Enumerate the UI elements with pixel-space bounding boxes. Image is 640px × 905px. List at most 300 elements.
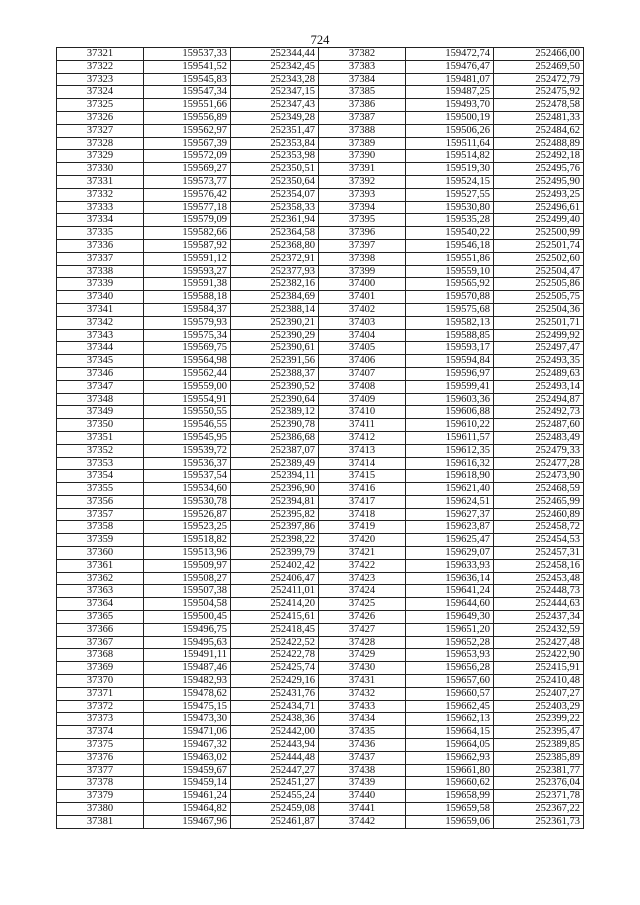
point-number-cell: 37387 <box>319 111 406 124</box>
y-coordinate-cell: 252431,76 <box>231 687 319 700</box>
point-number-cell: 37341 <box>57 303 144 316</box>
point-number-cell: 37360 <box>57 547 144 560</box>
point-number-cell: 37427 <box>319 623 406 636</box>
point-number-cell: 37353 <box>57 457 144 470</box>
y-coordinate-cell: 252504,36 <box>494 303 584 316</box>
point-number-cell: 37373 <box>57 713 144 726</box>
point-number-cell: 37349 <box>57 406 144 419</box>
y-coordinate-cell: 252415,61 <box>231 611 319 624</box>
x-coordinate-cell: 159459,67 <box>144 764 231 777</box>
table-row <box>57 188 584 201</box>
y-coordinate-cell: 252395,82 <box>231 508 319 521</box>
point-number-cell: 37367 <box>57 636 144 649</box>
table-row <box>57 559 584 572</box>
point-number-cell: 37389 <box>319 137 406 150</box>
y-coordinate-cell: 252434,71 <box>231 700 319 713</box>
coordinates-table-body <box>57 48 584 829</box>
point-number-cell: 37380 <box>57 803 144 816</box>
y-coordinate-cell: 252399,22 <box>494 713 584 726</box>
y-coordinate-cell: 252505,86 <box>494 278 584 291</box>
point-number-cell: 37323 <box>57 73 144 86</box>
y-coordinate-cell: 252407,27 <box>494 687 584 700</box>
point-number-cell: 37335 <box>57 227 144 240</box>
y-coordinate-cell: 252454,53 <box>494 534 584 547</box>
table-row <box>57 265 584 278</box>
x-coordinate-cell: 159664,15 <box>406 726 494 739</box>
y-coordinate-cell: 252422,52 <box>231 636 319 649</box>
point-number-cell: 37437 <box>319 751 406 764</box>
x-coordinate-cell: 159649,30 <box>406 611 494 624</box>
point-number-cell: 37412 <box>319 431 406 444</box>
y-coordinate-cell: 252473,90 <box>494 470 584 483</box>
y-coordinate-cell: 252361,94 <box>231 214 319 227</box>
y-coordinate-cell: 252475,92 <box>494 86 584 99</box>
x-coordinate-cell: 159659,06 <box>406 815 494 828</box>
y-coordinate-cell: 252429,16 <box>231 675 319 688</box>
y-coordinate-cell: 252364,58 <box>231 227 319 240</box>
point-number-cell: 37395 <box>319 214 406 227</box>
y-coordinate-cell: 252386,68 <box>231 431 319 444</box>
point-number-cell: 37425 <box>319 598 406 611</box>
point-number-cell: 37347 <box>57 380 144 393</box>
x-coordinate-cell: 159511,64 <box>406 137 494 150</box>
table-row <box>57 662 584 675</box>
y-coordinate-cell: 252382,16 <box>231 278 319 291</box>
point-number-cell: 37396 <box>319 227 406 240</box>
y-coordinate-cell: 252458,16 <box>494 559 584 572</box>
y-coordinate-cell: 252381,77 <box>494 764 584 777</box>
x-coordinate-cell: 159623,87 <box>406 521 494 534</box>
y-coordinate-cell: 252494,87 <box>494 393 584 406</box>
table-row <box>57 201 584 214</box>
point-number-cell: 37390 <box>319 150 406 163</box>
point-number-cell: 37429 <box>319 649 406 662</box>
y-coordinate-cell: 252343,28 <box>231 73 319 86</box>
x-coordinate-cell: 159569,27 <box>144 163 231 176</box>
table-row <box>57 124 584 137</box>
x-coordinate-cell: 159546,18 <box>406 239 494 252</box>
point-number-cell: 37411 <box>319 419 406 432</box>
x-coordinate-cell: 159551,86 <box>406 252 494 265</box>
point-number-cell: 37394 <box>319 201 406 214</box>
x-coordinate-cell: 159651,20 <box>406 623 494 636</box>
x-coordinate-cell: 159594,84 <box>406 355 494 368</box>
table-row <box>57 214 584 227</box>
point-number-cell: 37440 <box>319 790 406 803</box>
x-coordinate-cell: 159569,75 <box>144 342 231 355</box>
point-number-cell: 37362 <box>57 572 144 585</box>
point-number-cell: 37328 <box>57 137 144 150</box>
coordinates-table <box>56 47 584 829</box>
x-coordinate-cell: 159662,45 <box>406 700 494 713</box>
x-coordinate-cell: 159653,93 <box>406 649 494 662</box>
y-coordinate-cell: 252495,76 <box>494 163 584 176</box>
table-row <box>57 751 584 764</box>
point-number-cell: 37329 <box>57 150 144 163</box>
y-coordinate-cell: 252411,01 <box>231 585 319 598</box>
point-number-cell: 37415 <box>319 470 406 483</box>
x-coordinate-cell: 159606,88 <box>406 406 494 419</box>
x-coordinate-cell: 159526,87 <box>144 508 231 521</box>
x-coordinate-cell: 159576,42 <box>144 188 231 201</box>
point-number-cell: 37404 <box>319 329 406 342</box>
x-coordinate-cell: 159587,92 <box>144 239 231 252</box>
point-number-cell: 37381 <box>57 815 144 828</box>
x-coordinate-cell: 159567,39 <box>144 137 231 150</box>
y-coordinate-cell: 252389,49 <box>231 457 319 470</box>
y-coordinate-cell: 252344,44 <box>231 48 319 61</box>
point-number-cell: 37377 <box>57 764 144 777</box>
x-coordinate-cell: 159493,70 <box>406 99 494 112</box>
y-coordinate-cell: 252397,86 <box>231 521 319 534</box>
y-coordinate-cell: 252479,33 <box>494 444 584 457</box>
x-coordinate-cell: 159591,38 <box>144 278 231 291</box>
table-row <box>57 687 584 700</box>
y-coordinate-cell: 252444,48 <box>231 751 319 764</box>
y-coordinate-cell: 252350,64 <box>231 175 319 188</box>
x-coordinate-cell: 159562,44 <box>144 367 231 380</box>
table-row <box>57 675 584 688</box>
x-coordinate-cell: 159476,47 <box>406 60 494 73</box>
table-row <box>57 48 584 61</box>
table-row <box>57 739 584 752</box>
table-row <box>57 86 584 99</box>
x-coordinate-cell: 159508,27 <box>144 572 231 585</box>
point-number-cell: 37376 <box>57 751 144 764</box>
page-number: 724 <box>310 33 330 47</box>
x-coordinate-cell: 159656,28 <box>406 662 494 675</box>
y-coordinate-cell: 252394,11 <box>231 470 319 483</box>
point-number-cell: 37406 <box>319 355 406 368</box>
y-coordinate-cell: 252504,47 <box>494 265 584 278</box>
table-row <box>57 137 584 150</box>
point-number-cell: 37433 <box>319 700 406 713</box>
x-coordinate-cell: 159575,68 <box>406 303 494 316</box>
y-coordinate-cell: 252385,89 <box>494 751 584 764</box>
table-row <box>57 803 584 816</box>
x-coordinate-cell: 159661,80 <box>406 764 494 777</box>
table-row <box>57 547 584 560</box>
y-coordinate-cell: 252495,90 <box>494 175 584 188</box>
x-coordinate-cell: 159518,82 <box>144 534 231 547</box>
y-coordinate-cell: 252388,14 <box>231 303 319 316</box>
y-coordinate-cell: 252390,64 <box>231 393 319 406</box>
x-coordinate-cell: 159599,41 <box>406 380 494 393</box>
y-coordinate-cell: 252468,59 <box>494 483 584 496</box>
point-number-cell: 37419 <box>319 521 406 534</box>
y-coordinate-cell: 252489,63 <box>494 367 584 380</box>
y-coordinate-cell: 252499,92 <box>494 329 584 342</box>
point-number-cell: 37400 <box>319 278 406 291</box>
y-coordinate-cell: 252376,04 <box>494 777 584 790</box>
x-coordinate-cell: 159629,07 <box>406 547 494 560</box>
y-coordinate-cell: 252492,73 <box>494 406 584 419</box>
x-coordinate-cell: 159500,19 <box>406 111 494 124</box>
point-number-cell: 37359 <box>57 534 144 547</box>
point-number-cell: 37416 <box>319 483 406 496</box>
x-coordinate-cell: 159554,91 <box>144 393 231 406</box>
x-coordinate-cell: 159527,55 <box>406 188 494 201</box>
table-row <box>57 611 584 624</box>
point-number-cell: 37407 <box>319 367 406 380</box>
table-row <box>57 649 584 662</box>
point-number-cell: 37428 <box>319 636 406 649</box>
point-number-cell: 37409 <box>319 393 406 406</box>
table-row <box>57 431 584 444</box>
x-coordinate-cell: 159652,28 <box>406 636 494 649</box>
table-row <box>57 60 584 73</box>
point-number-cell: 37357 <box>57 508 144 521</box>
table-row <box>57 329 584 342</box>
point-number-cell: 37371 <box>57 687 144 700</box>
point-number-cell: 37354 <box>57 470 144 483</box>
x-coordinate-cell: 159506,26 <box>406 124 494 137</box>
table-row <box>57 598 584 611</box>
y-coordinate-cell: 252458,72 <box>494 521 584 534</box>
x-coordinate-cell: 159546,55 <box>144 419 231 432</box>
x-coordinate-cell: 159582,13 <box>406 316 494 329</box>
table-row <box>57 636 584 649</box>
point-number-cell: 37438 <box>319 764 406 777</box>
x-coordinate-cell: 159577,18 <box>144 201 231 214</box>
y-coordinate-cell: 252410,48 <box>494 675 584 688</box>
y-coordinate-cell: 252478,58 <box>494 99 584 112</box>
y-coordinate-cell: 252493,14 <box>494 380 584 393</box>
point-number-cell: 37439 <box>319 777 406 790</box>
y-coordinate-cell: 252347,43 <box>231 99 319 112</box>
point-number-cell: 37324 <box>57 86 144 99</box>
point-number-cell: 37405 <box>319 342 406 355</box>
x-coordinate-cell: 159464,82 <box>144 803 231 816</box>
y-coordinate-cell: 252388,37 <box>231 367 319 380</box>
y-coordinate-cell: 252501,74 <box>494 239 584 252</box>
y-coordinate-cell: 252460,89 <box>494 508 584 521</box>
point-number-cell: 37365 <box>57 611 144 624</box>
x-coordinate-cell: 159559,00 <box>144 380 231 393</box>
table-row <box>57 316 584 329</box>
point-number-cell: 37418 <box>319 508 406 521</box>
x-coordinate-cell: 159459,14 <box>144 777 231 790</box>
table-row <box>57 227 584 240</box>
y-coordinate-cell: 252453,48 <box>494 572 584 585</box>
table-row <box>57 521 584 534</box>
y-coordinate-cell: 252372,91 <box>231 252 319 265</box>
x-coordinate-cell: 159500,45 <box>144 611 231 624</box>
point-number-cell: 37366 <box>57 623 144 636</box>
point-number-cell: 37421 <box>319 547 406 560</box>
table-row <box>57 150 584 163</box>
x-coordinate-cell: 159624,51 <box>406 495 494 508</box>
y-coordinate-cell: 252396,90 <box>231 483 319 496</box>
x-coordinate-cell: 159588,18 <box>144 291 231 304</box>
point-number-cell: 37344 <box>57 342 144 355</box>
x-coordinate-cell: 159625,47 <box>406 534 494 547</box>
x-coordinate-cell: 159545,95 <box>144 431 231 444</box>
table-row <box>57 585 584 598</box>
x-coordinate-cell: 159504,58 <box>144 598 231 611</box>
table-row <box>57 111 584 124</box>
y-coordinate-cell: 252353,84 <box>231 137 319 150</box>
table-row <box>57 495 584 508</box>
x-coordinate-cell: 159603,36 <box>406 393 494 406</box>
x-coordinate-cell: 159618,90 <box>406 470 494 483</box>
x-coordinate-cell: 159660,57 <box>406 687 494 700</box>
point-number-cell: 37372 <box>57 700 144 713</box>
point-number-cell: 37424 <box>319 585 406 598</box>
y-coordinate-cell: 252399,79 <box>231 547 319 560</box>
table-row <box>57 291 584 304</box>
x-coordinate-cell: 159467,32 <box>144 739 231 752</box>
point-number-cell: 37343 <box>57 329 144 342</box>
point-number-cell: 37426 <box>319 611 406 624</box>
y-coordinate-cell: 252395,47 <box>494 726 584 739</box>
y-coordinate-cell: 252493,35 <box>494 355 584 368</box>
x-coordinate-cell: 159463,02 <box>144 751 231 764</box>
y-coordinate-cell: 252358,33 <box>231 201 319 214</box>
x-coordinate-cell: 159487,46 <box>144 662 231 675</box>
x-coordinate-cell: 159536,37 <box>144 457 231 470</box>
y-coordinate-cell: 252469,50 <box>494 60 584 73</box>
point-number-cell: 37356 <box>57 495 144 508</box>
point-number-cell: 37398 <box>319 252 406 265</box>
point-number-cell: 37391 <box>319 163 406 176</box>
table-row <box>57 815 584 828</box>
table-row <box>57 572 584 585</box>
point-number-cell: 37378 <box>57 777 144 790</box>
table-row <box>57 99 584 112</box>
y-coordinate-cell: 252402,42 <box>231 559 319 572</box>
x-coordinate-cell: 159562,97 <box>144 124 231 137</box>
table-row <box>57 419 584 432</box>
table-row <box>57 252 584 265</box>
x-coordinate-cell: 159662,13 <box>406 713 494 726</box>
y-coordinate-cell: 252390,78 <box>231 419 319 432</box>
y-coordinate-cell: 252347,15 <box>231 86 319 99</box>
y-coordinate-cell: 252455,24 <box>231 790 319 803</box>
point-number-cell: 37392 <box>319 175 406 188</box>
y-coordinate-cell: 252398,22 <box>231 534 319 547</box>
x-coordinate-cell: 159545,83 <box>144 73 231 86</box>
x-coordinate-cell: 159471,06 <box>144 726 231 739</box>
y-coordinate-cell: 252389,85 <box>494 739 584 752</box>
y-coordinate-cell: 252443,94 <box>231 739 319 752</box>
y-coordinate-cell: 252351,47 <box>231 124 319 137</box>
y-coordinate-cell: 252447,27 <box>231 764 319 777</box>
x-coordinate-cell: 159530,80 <box>406 201 494 214</box>
y-coordinate-cell: 252444,63 <box>494 598 584 611</box>
x-coordinate-cell: 159519,30 <box>406 163 494 176</box>
y-coordinate-cell: 252422,90 <box>494 649 584 662</box>
table-row <box>57 380 584 393</box>
x-coordinate-cell: 159467,96 <box>144 815 231 828</box>
y-coordinate-cell: 252384,69 <box>231 291 319 304</box>
point-number-cell: 37348 <box>57 393 144 406</box>
x-coordinate-cell: 159475,15 <box>144 700 231 713</box>
y-coordinate-cell: 252484,62 <box>494 124 584 137</box>
y-coordinate-cell: 252493,25 <box>494 188 584 201</box>
point-number-cell: 37435 <box>319 726 406 739</box>
table-row <box>57 175 584 188</box>
y-coordinate-cell: 252425,74 <box>231 662 319 675</box>
point-number-cell: 37351 <box>57 431 144 444</box>
point-number-cell: 37385 <box>319 86 406 99</box>
point-number-cell: 37339 <box>57 278 144 291</box>
point-number-cell: 37369 <box>57 662 144 675</box>
x-coordinate-cell: 159559,10 <box>406 265 494 278</box>
point-number-cell: 37442 <box>319 815 406 828</box>
point-number-cell: 37342 <box>57 316 144 329</box>
x-coordinate-cell: 159657,60 <box>406 675 494 688</box>
x-coordinate-cell: 159612,35 <box>406 444 494 457</box>
x-coordinate-cell: 159514,82 <box>406 150 494 163</box>
y-coordinate-cell: 252354,07 <box>231 188 319 201</box>
x-coordinate-cell: 159496,75 <box>144 623 231 636</box>
y-coordinate-cell: 252390,21 <box>231 316 319 329</box>
y-coordinate-cell: 252367,22 <box>494 803 584 816</box>
x-coordinate-cell: 159593,27 <box>144 265 231 278</box>
y-coordinate-cell: 252418,45 <box>231 623 319 636</box>
y-coordinate-cell: 252390,61 <box>231 342 319 355</box>
x-coordinate-cell: 159534,60 <box>144 483 231 496</box>
point-number-cell: 37358 <box>57 521 144 534</box>
table-row <box>57 713 584 726</box>
point-number-cell: 37345 <box>57 355 144 368</box>
point-number-cell: 37432 <box>319 687 406 700</box>
point-number-cell: 37413 <box>319 444 406 457</box>
x-coordinate-cell: 159616,32 <box>406 457 494 470</box>
y-coordinate-cell: 252437,34 <box>494 611 584 624</box>
table-row <box>57 777 584 790</box>
x-coordinate-cell: 159633,93 <box>406 559 494 572</box>
x-coordinate-cell: 159509,97 <box>144 559 231 572</box>
x-coordinate-cell: 159593,17 <box>406 342 494 355</box>
x-coordinate-cell: 159478,62 <box>144 687 231 700</box>
point-number-cell: 37431 <box>319 675 406 688</box>
point-number-cell: 37333 <box>57 201 144 214</box>
point-number-cell: 37417 <box>319 495 406 508</box>
x-coordinate-cell: 159662,93 <box>406 751 494 764</box>
y-coordinate-cell: 252442,00 <box>231 726 319 739</box>
point-number-cell: 37399 <box>319 265 406 278</box>
point-number-cell: 37375 <box>57 739 144 752</box>
point-number-cell: 37327 <box>57 124 144 137</box>
x-coordinate-cell: 159565,92 <box>406 278 494 291</box>
x-coordinate-cell: 159584,37 <box>144 303 231 316</box>
point-number-cell: 37363 <box>57 585 144 598</box>
point-number-cell: 37325 <box>57 99 144 112</box>
point-number-cell: 37423 <box>319 572 406 585</box>
table-row <box>57 355 584 368</box>
table-row <box>57 303 584 316</box>
y-coordinate-cell: 252342,45 <box>231 60 319 73</box>
x-coordinate-cell: 159495,63 <box>144 636 231 649</box>
x-coordinate-cell: 159523,25 <box>144 521 231 534</box>
x-coordinate-cell: 159579,93 <box>144 316 231 329</box>
y-coordinate-cell: 252391,56 <box>231 355 319 368</box>
point-number-cell: 37374 <box>57 726 144 739</box>
table-row <box>57 73 584 86</box>
x-coordinate-cell: 159530,78 <box>144 495 231 508</box>
y-coordinate-cell: 252415,91 <box>494 662 584 675</box>
point-number-cell: 37388 <box>319 124 406 137</box>
table-row <box>57 700 584 713</box>
y-coordinate-cell: 252505,75 <box>494 291 584 304</box>
y-coordinate-cell: 252427,48 <box>494 636 584 649</box>
point-number-cell: 37384 <box>319 73 406 86</box>
point-number-cell: 37410 <box>319 406 406 419</box>
x-coordinate-cell: 159551,66 <box>144 99 231 112</box>
x-coordinate-cell: 159473,30 <box>144 713 231 726</box>
